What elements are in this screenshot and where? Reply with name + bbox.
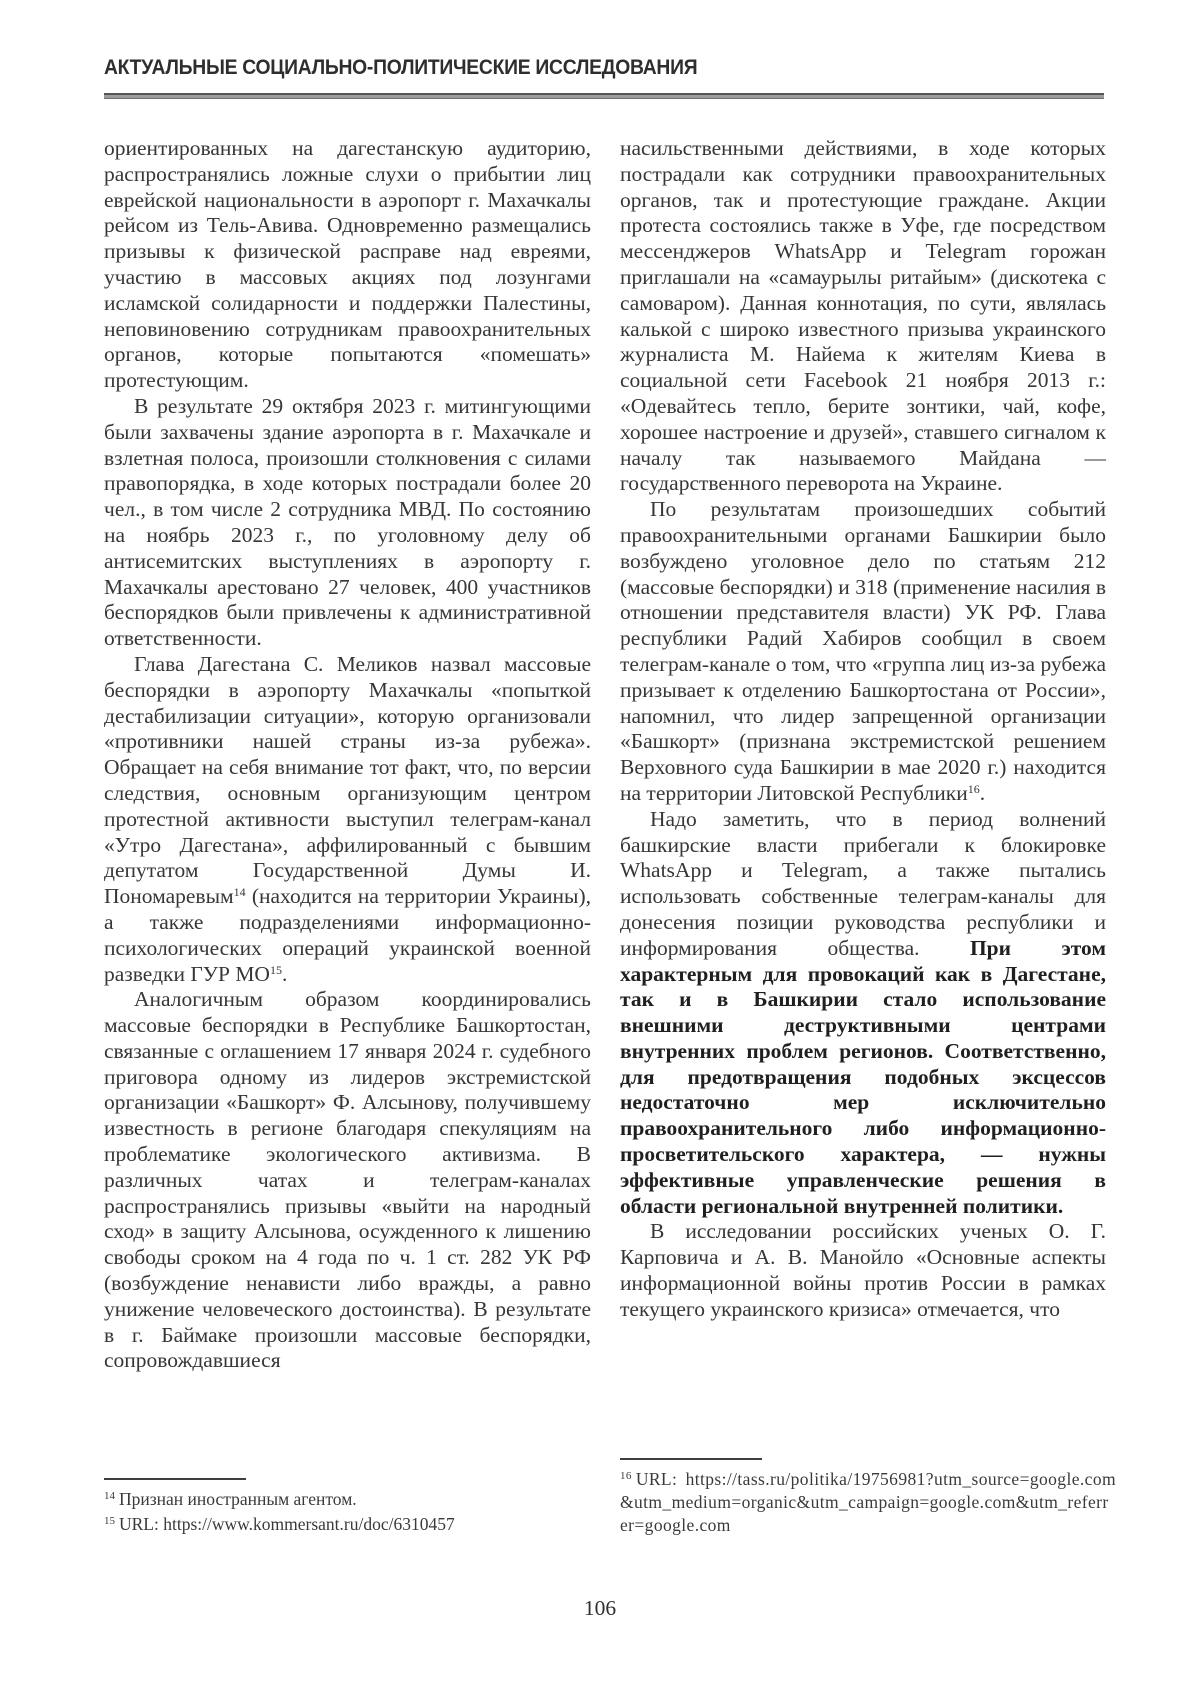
paragraph-text: Аналогичным образом координировались массовые беспорядки в Республике Башкортостан, связанные с оглашением 17 января 2024 г. судебного приговора одному из лидеров экстремистской организации «Башкорт» Ф. Алсынову, получившему известность в регионе благодаря спекуляциям на проблематике экологического активизма. В различных чатах и телеграм-каналах распространялись призывы «выйти на народный сход» в защиту Алсынова, осужденного к лишению свободы сроком на 4 года по ч. 1 ст. 282 УК РФ (возбуждение ненависти либо вражды, а равно унижение человеческого достоинства). В результате в г. Баймаке произошли массовые беспорядки, сопровождавшиеся — [104, 987, 591, 1373]
paragraph — [620, 136, 1106, 497]
footnote-ref-15: 15 — [269, 962, 282, 977]
paragraph-text: . — [979, 780, 986, 805]
footnote-marker: 14 — [104, 1490, 115, 1502]
page-number: 106 — [583, 1596, 617, 1620]
footnote-text: URL: https://tass.ru/politika/19756981?utm_source=google.com&utm_medium=organic&utm_campaign=google.com&utm_referrer=google.com — [620, 1469, 1116, 1535]
footnote-text: Признан иностранным агентом. — [119, 1489, 357, 1509]
paragraph — [104, 652, 591, 987]
footnotes-right — [620, 1458, 1116, 1539]
footnote-marker: 16 — [620, 1470, 632, 1482]
footnote-ref-16: 16 — [967, 781, 980, 796]
paragraph-text: По результатам произошедших событий правоохранительными органами Башкирии было возбуждено уголовное дело по статьям 212 (массовые беспорядки) и 318 (применение насилия в отношении представителя власти) УК РФ. Глава республики Радий Хабиров сообщил в своем телеграм-канале о том, что «группа лиц из-за рубежа призывает к отделению Башкортостана от России», напомнил, что лидер запрещенной организации «Башкорт» (признана экстремистской решением Верховного суда Башкирии в мае 2020 г.) находится на территории Литовской Республики — [620, 497, 1106, 805]
footnote — [104, 1488, 591, 1511]
paragraph — [620, 497, 1106, 807]
paragraph-text-bold: При этом характерным для провокаций как в Дагестане, так и в Башкирии стало использование внешними деструктивными центрами внутренних проблем регионов. Соответственно, для предотвращения подобных эксцессов недостаточно мер исключительно правоохранительного либо информационно-просветительского характера, — нужны эффективные управленческие решения в области региональной внутренней политики. — [620, 935, 1107, 1218]
paragraph-text: В исследовании российских ученых О. Г. Карповича и А. В. Манойло «Основные аспекты информационной войны против России в рамках текущего украинского кризиса» отмечается, что — [620, 1219, 1106, 1321]
footnote-divider — [104, 1478, 246, 1480]
footnote — [620, 1468, 1116, 1537]
right-column — [620, 136, 1106, 1323]
paragraph — [104, 136, 591, 394]
paragraph-text: Глава Дагестана С. Меликов назвал массовые беспорядки в аэропорту Махачкалы «попыткой дестабилизации ситуации», которую организовали «противники нашей страны из-за рубежа». Обращает на себя внимание тот факт, что, по версии следствия, основным организующим центром протестной активности выступил телеграм-канал «Утро Дагестана», аффилированный с бывшим депутатом Государственной Думы И. Пономаревым — [104, 651, 591, 909]
paragraph — [104, 987, 591, 1374]
running-head: АКТУАЛЬНЫЕ СОЦИАЛЬНО-ПОЛИТИЧЕСКИЕ ИССЛЕДОВАНИЯ — [104, 56, 698, 79]
paragraph — [620, 1219, 1106, 1322]
paragraph-text: Надо заметить, что в период волнений башкирские власти прибегали к блокировке WhatsApp и Telegram, а также пытались использовать собственные телеграм-каналы для донесения позиции руководства республики и информирования общества. — [620, 806, 1106, 960]
footnote-ref-14: 14 — [233, 885, 246, 900]
paragraph-text: насильственными действиями, в ходе которых пострадали как сотрудники правоохранительных органов, так и протестующие граждане. Акции протеста состоялись также в Уфе, где посредством мессенджеров WhatsApp и Telegram горожан приглашали на «самаурылы ритайым» (дискотека с самоваром). Данная коннотация, по сути, являлась калькой с широко известного призыва украинского журналиста М. Найема к жителям Киева в социальной сети Facebook 21 ноября 2013 г.: «Одевайтесь тепло, берите зонтики, чай, кофе, хорошее настроение и друзей», ставшего сигналом к началу так называемого Майдана — государственного переворота на Украине. — [620, 136, 1106, 496]
footnote-text: URL: https://www.kommersant.ru/doc/6310457 — [119, 1514, 455, 1534]
paragraph-text: . — [281, 961, 288, 986]
footnote — [104, 1513, 591, 1536]
paragraph-text: ориентированных на дагестанскую аудиторию, распространялись ложные слухи о прибытии лиц еврейской национальности в аэропорт г. Махачкалы рейсом из Тель-Авива. Одновременно размещались призывы к физической расправе над евреями, участию в массовых акциях под лозунгами исламской солидарности и поддержки Палестины, неповиновению сотрудникам правоохранительных органов, которые попытаются «помешать» протестующим. — [104, 136, 591, 393]
paragraph-text: В результате 29 октября 2023 г. митингующими были захвачены здание аэропорта в г. Махачкале и взлетная полоса, произошли столкновения с силами правопорядка, в ходе которых пострадали более 20 чел., в том числе 2 сотрудника МВД. По состоянию на ноябрь 2023 г., по уголовному делу об антисемитских выступлениях в аэропорту г. Махачкалы арестовано 27 человек, 400 участников беспорядков были привлечены к административной ответственности. — [104, 393, 591, 651]
header-divider — [104, 93, 1104, 99]
paragraph-text: (находится на территории Украины), а также подразделениями информационно-психологических операций украинской военной разведки ГУР МО — [104, 884, 591, 986]
paragraph — [620, 807, 1106, 1220]
footnote-marker: 15 — [104, 1515, 115, 1527]
left-column — [104, 136, 591, 1374]
footnote-divider — [620, 1458, 762, 1460]
footnotes-left — [104, 1478, 591, 1538]
paragraph — [104, 394, 591, 652]
